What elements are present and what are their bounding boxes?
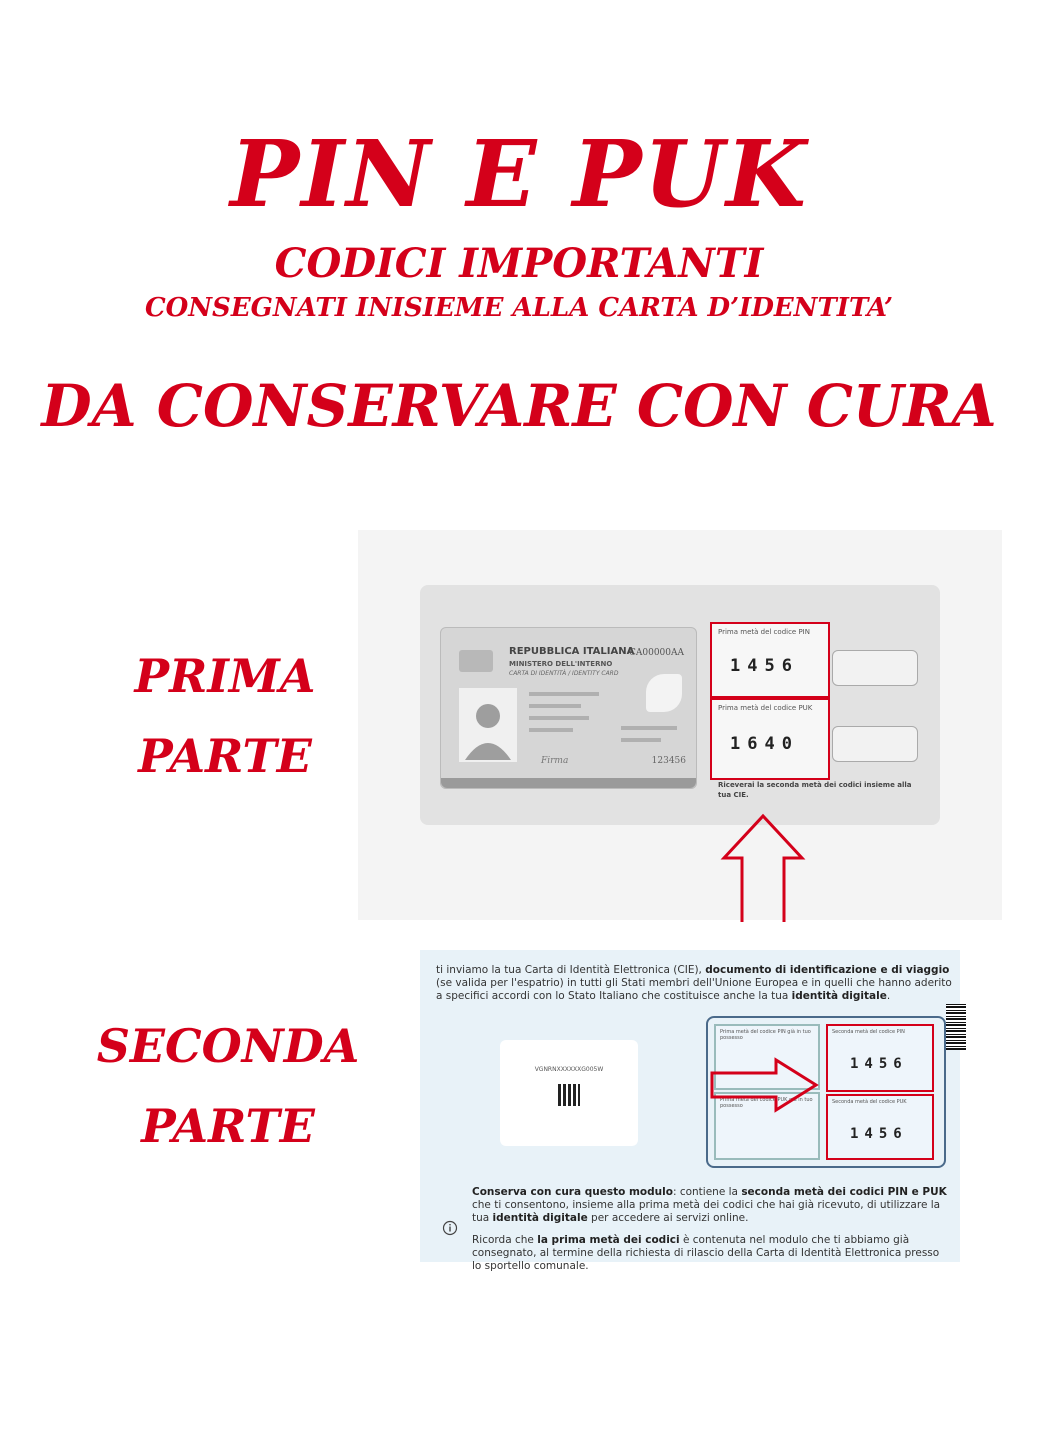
first-part-line2: PARTE: [138, 729, 312, 783]
qr-code-icon: [558, 1084, 580, 1106]
pin-first-half-label: Prima metà del codice PIN: [718, 628, 810, 636]
first-document-note: Riceverai la seconda metà dei codici insieme alla tua CIE.: [718, 781, 912, 799]
reminder-text: Ricorda che la prima metà dei codici è contenuta nel modulo che ti abbiamo già consegnato, al termine della richiesta di rilascio della Carta di Identità Elettronica presso lo sportello comunale.: [472, 1234, 940, 1272]
second-document-panel: [420, 950, 960, 1272]
subtitle: CODICI IMPORTANTI: [274, 240, 764, 287]
card-text-line: [621, 726, 677, 730]
page-title: PIN E PUK: [230, 120, 808, 228]
pin-first-half-box: [710, 622, 830, 698]
first-part-label: [110, 636, 340, 796]
cie-back-card: [500, 1040, 638, 1146]
cie-reference-code: VGNRNXXXXXXG005W: [534, 1066, 604, 1073]
hologram-icon: [646, 674, 682, 712]
identity-card-image: [440, 627, 697, 789]
right-pin-code: 1456: [850, 1056, 908, 1072]
card-text-line: [529, 704, 581, 708]
puk-second-half-placeholder: [832, 726, 918, 762]
card-text-line: [529, 728, 573, 732]
info-icon: [442, 1220, 458, 1236]
second-part-line1: SECONDA: [96, 1019, 360, 1073]
right-puk-label: Seconda metà del codice PUK: [832, 1099, 907, 1105]
barcode-icon: [946, 1004, 966, 1050]
puk-first-half-box: [710, 698, 830, 780]
subtitle-delivery: CONSEGNATI INISIEME ALLA CARTA D’IDENTITA’: [144, 293, 894, 323]
card-text-line: [529, 716, 589, 720]
card-ministry: MINISTERO DELL'INTERNO: [509, 660, 613, 668]
person-photo-icon: [459, 688, 517, 762]
card-signature-label: Firma: [541, 756, 569, 766]
right-puk-code: 1456: [850, 1126, 908, 1142]
left-pin-label: Prima metà del codice PIN già in tuo possesso: [720, 1029, 811, 1041]
keep-module-text: Conserva con cura questo modulo: contiene la seconda metà dei codici PIN e PUK che ti consentono, insieme alla prima metà dei codici che hai già ricevuto, di utilizzare la tua identità digitale per accedere ai servizi online.: [472, 1186, 947, 1224]
card-number: CA00000AA: [628, 648, 684, 658]
left-puk-label: Prima metà del codice PUK già in tuo possesso: [720, 1097, 813, 1109]
card-band: [441, 778, 696, 788]
first-part-line1: PRIMA: [134, 649, 316, 703]
right-pin-label: Seconda metà del codice PIN: [832, 1029, 905, 1035]
right-arrow-icon: [710, 1058, 820, 1112]
chip-icon: [459, 650, 493, 672]
card-republic: REPUBBLICA ITALIANA: [509, 646, 635, 657]
puk-first-half-code: 1640: [730, 734, 799, 754]
puk-first-half-label: Prima metà del codice PUK: [718, 704, 813, 712]
second-document-intro: ti inviamo la tua Carta di Identità Elettronica (CIE), documento di identificazione e di viaggio (se valida per l'espatrio) in tutti gli Stati membri dell'Unione Europea e in quelli che hanno aderito a specifici accordi con lo Stato Italiano che costituisce anche la tua identità digitale.: [436, 964, 952, 1002]
right-puk-box: [826, 1094, 934, 1160]
keep-warning: DA CONSERVARE CON CURA: [41, 372, 997, 440]
pin-second-half-placeholder: [832, 650, 918, 686]
card-serial: 123456: [651, 756, 686, 766]
card-text-line: [529, 692, 599, 696]
card-type: CARTA DI IDENTITÀ / IDENTITY CARD: [509, 670, 619, 677]
right-pin-box: [826, 1024, 934, 1092]
card-text-line: [621, 738, 661, 742]
pin-first-half-code: 1456: [730, 656, 799, 676]
up-arrow-icon: [718, 812, 808, 924]
second-part-label: [78, 1006, 378, 1166]
second-part-line2: PARTE: [141, 1099, 315, 1153]
